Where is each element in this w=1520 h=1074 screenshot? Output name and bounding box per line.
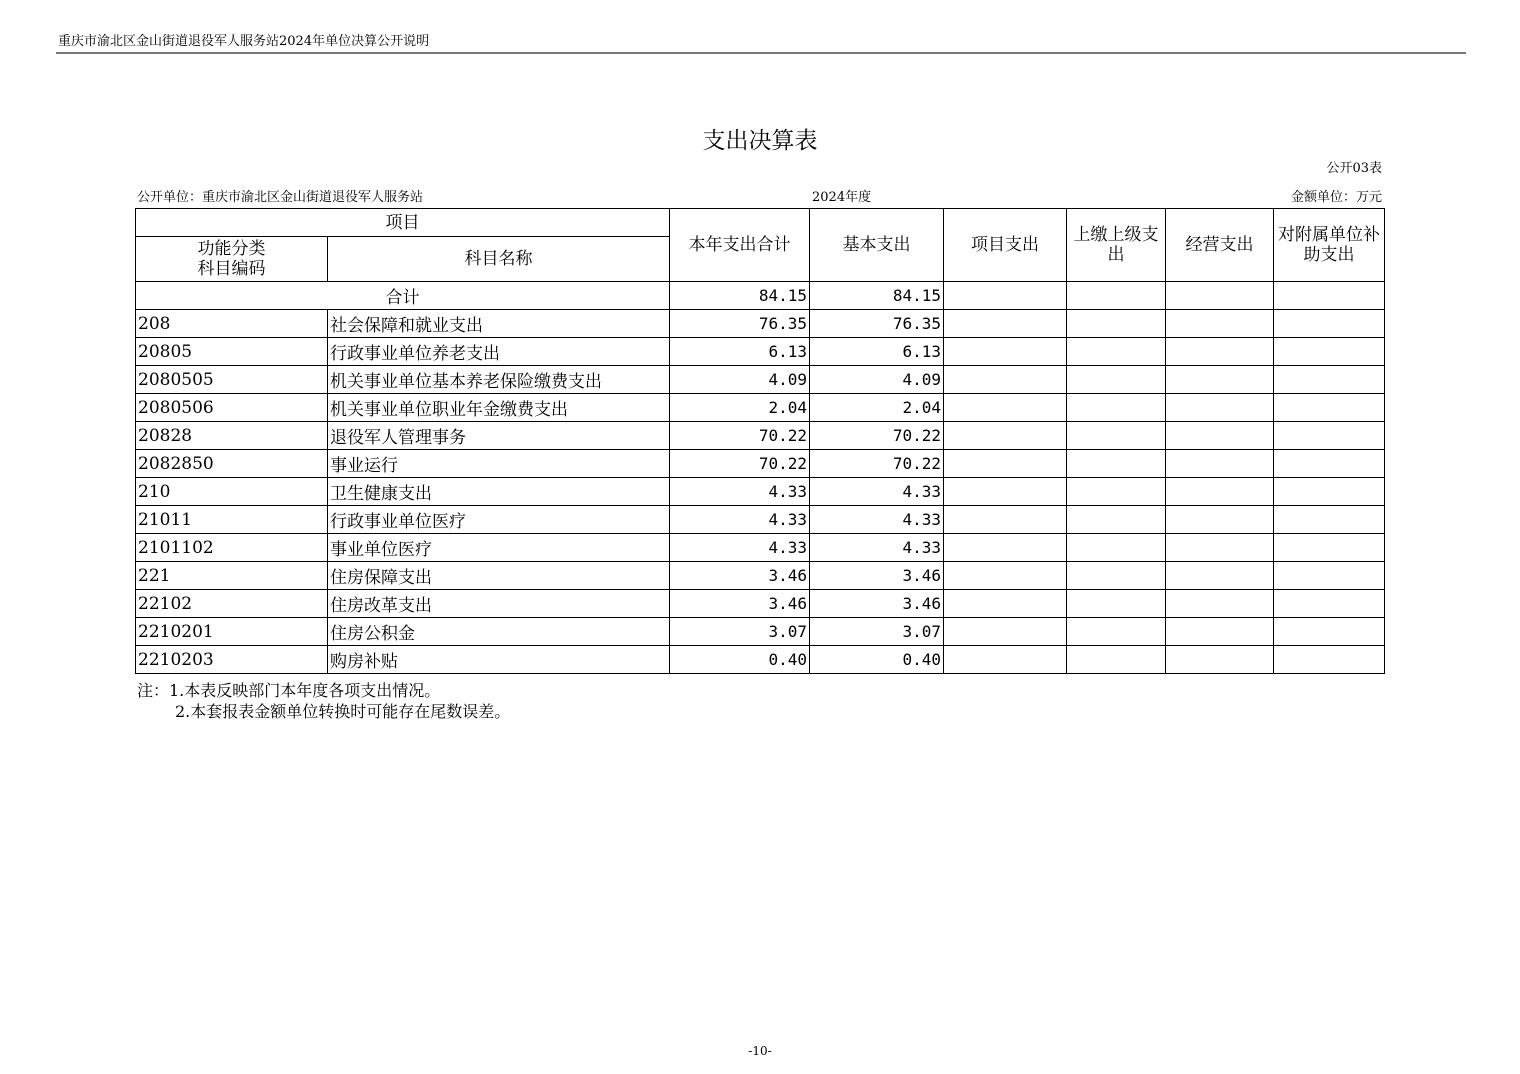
amount-basic: 4.33: [810, 506, 944, 534]
account-code: 20805: [136, 338, 328, 366]
amount-basic: 4.33: [810, 478, 944, 506]
header-col-subsidy: 对附属单位补助支出: [1274, 209, 1385, 282]
total-label: 合计: [136, 282, 670, 310]
amount-total: 3.07: [670, 618, 810, 646]
empty-cell: [944, 450, 1067, 478]
amount-total: 4.33: [670, 534, 810, 562]
table-row: [136, 366, 1385, 394]
amount-basic: 4.09: [810, 366, 944, 394]
empty-cell: [1067, 366, 1166, 394]
reporting-unit: 公开单位：重庆市渝北区金山街道退役军人服务站: [137, 190, 424, 205]
empty-cell: [944, 618, 1067, 646]
amount-total: 3.46: [670, 562, 810, 590]
header-rule: [56, 52, 1466, 54]
empty-cell: [944, 646, 1067, 674]
empty-cell: [1274, 618, 1385, 646]
header-col-business: 经营支出: [1166, 209, 1274, 282]
header-code: 功能分类 科目编码: [136, 237, 328, 282]
total-amount: 84.15: [670, 282, 810, 310]
account-code: 221: [136, 562, 328, 590]
table-row: [136, 422, 1385, 450]
header-item: 项目: [136, 209, 670, 237]
empty-cell: [1067, 282, 1166, 310]
amount-basic: 76.35: [810, 310, 944, 338]
table-row: [136, 590, 1385, 618]
empty-cell: [1067, 450, 1166, 478]
account-code: 2210201: [136, 618, 328, 646]
table-row: [136, 562, 1385, 590]
empty-cell: [1274, 282, 1385, 310]
note-1: 注：1.本表反映部门本年度各项支出情况。: [137, 681, 441, 700]
amount-basic: 2.04: [810, 394, 944, 422]
empty-cell: [1067, 310, 1166, 338]
header-name: 科目名称: [328, 237, 670, 282]
empty-cell: [1274, 338, 1385, 366]
empty-cell: [1274, 422, 1385, 450]
table-row: [136, 618, 1385, 646]
empty-cell: [1166, 282, 1274, 310]
header-col-total: 本年支出合计: [670, 209, 810, 282]
empty-cell: [1274, 366, 1385, 394]
empty-cell: [1067, 338, 1166, 366]
amount-total: 70.22: [670, 422, 810, 450]
account-code: 21011: [136, 506, 328, 534]
empty-cell: [1166, 534, 1274, 562]
empty-cell: [944, 366, 1067, 394]
amount-basic: 3.07: [810, 618, 944, 646]
account-code: 2210203: [136, 646, 328, 674]
form-code: 公开03表: [1326, 161, 1382, 176]
empty-cell: [1166, 422, 1274, 450]
empty-cell: [1274, 506, 1385, 534]
empty-cell: [1067, 590, 1166, 618]
empty-cell: [944, 338, 1067, 366]
empty-cell: [1067, 506, 1166, 534]
header-col-project: 项目支出: [944, 209, 1067, 282]
empty-cell: [944, 590, 1067, 618]
amount-total: 6.13: [670, 338, 810, 366]
page-number: -10-: [748, 1044, 772, 1058]
account-code: 2080505: [136, 366, 328, 394]
account-name: 事业单位医疗: [328, 534, 670, 562]
running-header: 重庆市渝北区金山街道退役军人服务站2024年单位决算公开说明: [58, 34, 430, 49]
empty-cell: [944, 282, 1067, 310]
empty-cell: [944, 562, 1067, 590]
account-name: 住房公积金: [328, 618, 670, 646]
empty-cell: [1166, 310, 1274, 338]
table-body: [136, 282, 1385, 674]
amount-basic: 70.22: [810, 422, 944, 450]
page-title: 支出决算表: [702, 128, 818, 154]
empty-cell: [1067, 562, 1166, 590]
table-row: [136, 310, 1385, 338]
empty-cell: [1274, 562, 1385, 590]
table-row: [136, 478, 1385, 506]
account-name: 事业运行: [328, 450, 670, 478]
amount-total: 76.35: [670, 310, 810, 338]
header-col-basic: 基本支出: [810, 209, 944, 282]
empty-cell: [1166, 394, 1274, 422]
account-name: 住房改革支出: [328, 590, 670, 618]
table-row: [136, 534, 1385, 562]
empty-cell: [1067, 618, 1166, 646]
table-row: [136, 646, 1385, 674]
total-basic: 84.15: [810, 282, 944, 310]
empty-cell: [1166, 338, 1274, 366]
amount-total: 4.33: [670, 478, 810, 506]
empty-cell: [1166, 478, 1274, 506]
amount-basic: 3.46: [810, 590, 944, 618]
amount-basic: 6.13: [810, 338, 944, 366]
header-row: [136, 209, 1385, 237]
empty-cell: [944, 310, 1067, 338]
empty-cell: [944, 534, 1067, 562]
expenditure-table: [135, 208, 1385, 674]
account-name: 行政事业单位养老支出: [328, 338, 670, 366]
amount-total: 4.09: [670, 366, 810, 394]
account-code: 2101102: [136, 534, 328, 562]
amount-total: 2.04: [670, 394, 810, 422]
account-name: 退役军人管理事务: [328, 422, 670, 450]
empty-cell: [1274, 534, 1385, 562]
account-code: 2082850: [136, 450, 328, 478]
amount-total: 3.46: [670, 590, 810, 618]
amount-total: 0.40: [670, 646, 810, 674]
empty-cell: [1274, 478, 1385, 506]
empty-cell: [1067, 478, 1166, 506]
empty-cell: [944, 506, 1067, 534]
notes: [137, 680, 510, 722]
table-row: [136, 450, 1385, 478]
amount-total: 4.33: [670, 506, 810, 534]
empty-cell: [1067, 422, 1166, 450]
empty-cell: [944, 422, 1067, 450]
amount-basic: 3.46: [810, 562, 944, 590]
amount-basic: 70.22: [810, 450, 944, 478]
empty-cell: [1166, 450, 1274, 478]
money-unit: 金额单位：万元: [1290, 190, 1382, 205]
header-col-remit: 上缴上级支出: [1067, 209, 1166, 282]
account-code: 22102: [136, 590, 328, 618]
account-code: 210: [136, 478, 328, 506]
fiscal-year: 2024年度: [812, 190, 872, 205]
account-name: 购房补贴: [328, 646, 670, 674]
note-2: 2.本套报表金额单位转换时可能存在尾数误差。: [175, 702, 511, 721]
empty-cell: [1067, 534, 1166, 562]
amount-total: 70.22: [670, 450, 810, 478]
empty-cell: [1067, 646, 1166, 674]
total-row: [136, 282, 1385, 310]
empty-cell: [1166, 590, 1274, 618]
account-name: 卫生健康支出: [328, 478, 670, 506]
empty-cell: [1274, 310, 1385, 338]
empty-cell: [1166, 506, 1274, 534]
table-row: [136, 506, 1385, 534]
account-name: 行政事业单位医疗: [328, 506, 670, 534]
account-code: 20828: [136, 422, 328, 450]
empty-cell: [1166, 618, 1274, 646]
empty-cell: [1274, 394, 1385, 422]
empty-cell: [1166, 562, 1274, 590]
account-name: 机关事业单位职业年金缴费支出: [328, 394, 670, 422]
empty-cell: [1274, 590, 1385, 618]
meta-row: [137, 186, 1382, 204]
account-name: 机关事业单位基本养老保险缴费支出: [328, 366, 670, 394]
empty-cell: [944, 394, 1067, 422]
amount-basic: 4.33: [810, 534, 944, 562]
empty-cell: [1166, 646, 1274, 674]
table-row: [136, 338, 1385, 366]
empty-cell: [944, 478, 1067, 506]
account-name: 社会保障和就业支出: [328, 310, 670, 338]
empty-cell: [1166, 366, 1274, 394]
table-row: [136, 394, 1385, 422]
empty-cell: [1067, 394, 1166, 422]
account-name: 住房保障支出: [328, 562, 670, 590]
amount-basic: 0.40: [810, 646, 944, 674]
account-code: 2080506: [136, 394, 328, 422]
empty-cell: [1274, 646, 1385, 674]
empty-cell: [1274, 450, 1385, 478]
account-code: 208: [136, 310, 328, 338]
